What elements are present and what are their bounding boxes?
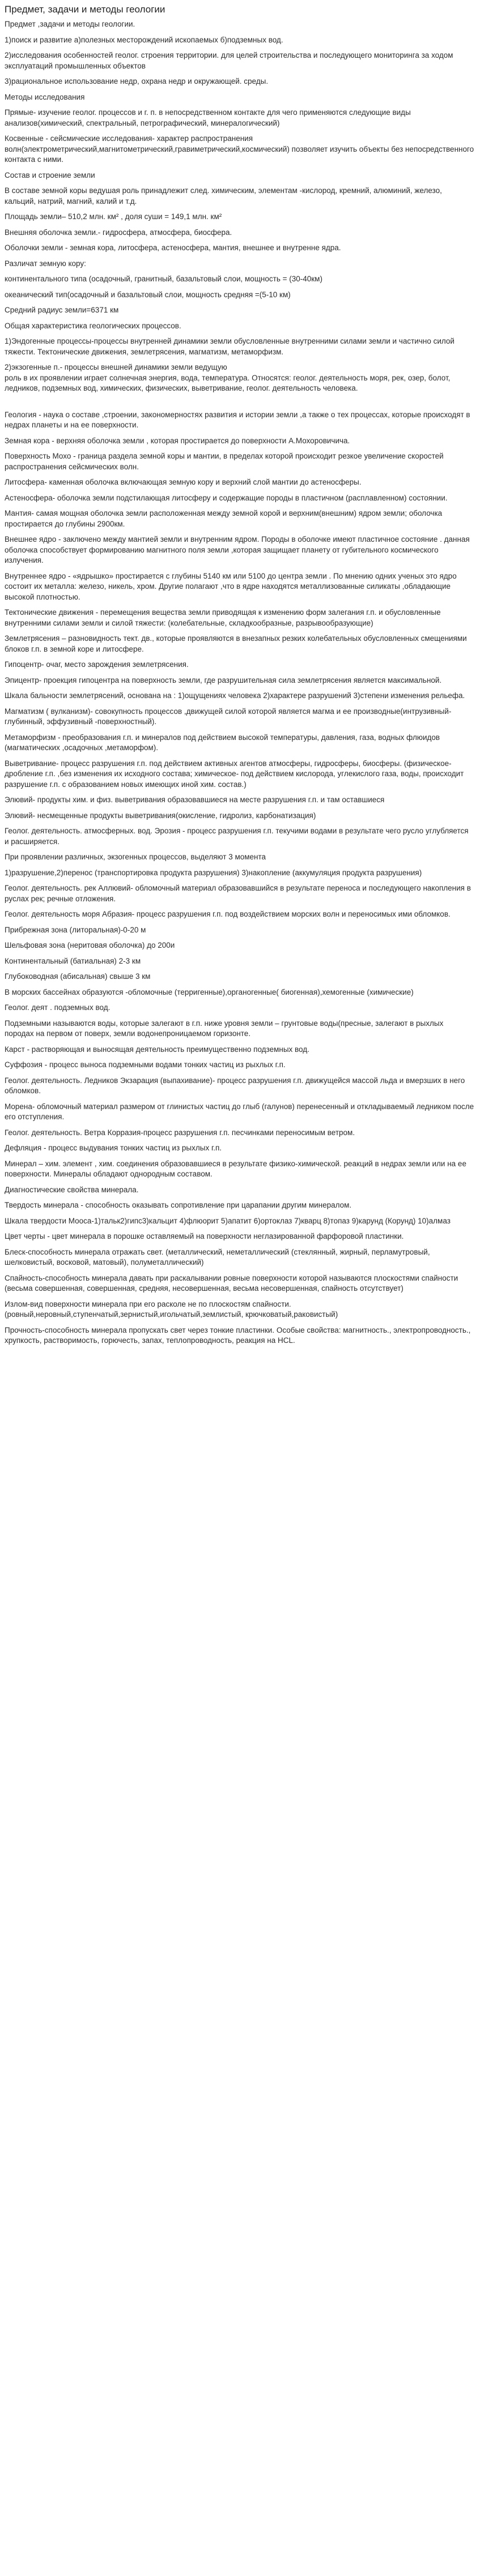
document-body <box>5 19 474 1346</box>
paragraph: При проявлении различных, экзогенных процессов, выделяют 3 момента <box>5 853 266 861</box>
paragraph: Минерал – хим. элемент , хим. соединения образовавшиеся в результате физико-химической. реакций в недрах земли или на ее поверхности. Минералы обладают однородным составом. <box>5 1159 466 1178</box>
paragraph: Эпицентр- проекция гипоцентра на поверхность земли, где разрушительная сила землетрясения является максимальной. <box>5 675 442 684</box>
paragraph: Предмет ,задачи и методы геологии. <box>5 20 135 28</box>
paragraph: Геолог. деятельность. атмосферных. вод. Эрозия - процесс разрушения г.п. текучими водами в результате чего русло углубляется и расширяется. <box>5 827 469 846</box>
paragraph: Подземными называются воды, которые залегают в г.п. ниже уровня земли – грунтовые воды(пресные, залегают в рыхлых породах на первом от поверх, земли водонепроницаемом горизонте. <box>5 1019 444 1038</box>
paragraph: Дефляция - процесс выдувания тонких частиц из рыхлых г.п. <box>5 1144 222 1152</box>
paragraph: Тектонические движения - перемещения вещества земли приводящая к изменению форм залегания г.п. и обусловленные внутренними силами земли и силой тяжести: (колебательные, складкообразные, разрывообразующие) <box>5 608 441 627</box>
paragraph: Твердость минерала - способность оказывать сопротивление при царапании другим минералом. <box>5 1201 352 1209</box>
paragraph: 1)разрушение,2)перенос (транспортировка продукта разрушения) 3)накопление (аккумуляция продукта разрушения) <box>5 868 422 877</box>
paragraph: Прочность-способность минерала пропускать свет через тонкие пластинки. Особые свойства: магнитность., электропроводность., хрупкость, растворимость, горючесть, запах, теплопроводность, реакция на HCL. <box>5 1325 471 1345</box>
paragraph: В морских бассейнах образуются -обломочные (терригенные),органогенные( биогенная),хемогенные (химические) <box>5 987 414 996</box>
paragraph: 1)поиск и развитие а)полезных месторождений ископаемых б)подземных вод. <box>5 35 283 44</box>
paragraph: Общая характеристика геологических процессов. <box>5 321 181 330</box>
paragraph: Внешнее ядро - заключено между мантией земли и внутренним ядром. Породы в оболочке имеют пластичное состояние . данная оболочка способствует формированию магнитного поля земли ,которая защищает планету от губительного космического излучения. <box>5 535 470 564</box>
paragraph: В составе земной коры ведушая роль принадлежит след. химическим, элементам -кислород, кремний, алюминий, железо, кальций, натрий, магний, калий и т.д. <box>5 186 442 206</box>
paragraph: океанический тип(осадочный и базальтовый слои, мощность средняя =(5-10 км) <box>5 290 291 299</box>
paragraph: Методы исследования <box>5 92 85 101</box>
paragraph: Геолог. деят . подземных вод. <box>5 1003 111 1012</box>
paragraph: Средний радиус земли=6371 км <box>5 306 119 314</box>
paragraph: Оболочки земли - земная кора, литосфера, астеносфера, мантия, внешнее и внутренне ядра. <box>5 243 341 252</box>
paragraph: 3)рациональное использование недр, охрана недр и окружающей. среды. <box>5 77 269 85</box>
paragraph: Геолог. деятельность. Ветра Корразия-процесс разрушения г.п. песчинками переносимым ветром. <box>5 1128 355 1137</box>
paragraph: Геолог. деятельность моря Абразия- процесс разрушения г.п. под воздействием морских волн и переносимых ими обломков. <box>5 910 451 918</box>
paragraph: Магматизм ( вулканизм)- совокупность процессов ,движущей силой которой является магма и ее производные(интрузивный- глубинный, эффузивный -поверхностный). <box>5 707 452 726</box>
paragraph: Глубоководная (абисальная) свыше 3 км <box>5 972 151 981</box>
paragraph: Блеск-способность минерала отражать свет. (металлический, неметаллический (стеклянный, жирный, перламутровый, шелковистый, восковой, матовый), полуметаллический) <box>5 1247 430 1266</box>
paragraph: Литосфера- каменная оболочка включающая земную кору и верхний слой мантии до астеносферы. <box>5 478 362 486</box>
paragraph: Внешняя оболочка земли.- гидросфера, атмосфера, биосфера. <box>5 228 232 237</box>
paragraph: Морена- обломочный материал размером от глинистых частиц до глыб (галунов) перенесенный и откладываемый ледником после его отступления. <box>5 1102 474 1121</box>
paragraph: Внутреннее ядро - «ядрышко» простирается с глубины 5140 км или 5100 до центра земли . По мнению одних ученых это ядро состоит их металла: железо, никель, хром. Другие полагают ,что в ядре находятся металлизованные силикаты ,обладающие высокой плотностью. <box>5 571 457 601</box>
paragraph: Геолог. деятельность. Ледников Экзарация (выпахивание)- процесс разрушения г.п. движущейся массой льда и вмерзших в него обломков. <box>5 1076 465 1095</box>
paragraph: Поверхность Мохо - граница раздела земной коры и мантии, в пределах которой происходит резкое увеличение скоростей распространения сейсмических волн. <box>5 452 444 471</box>
paragraph: Выветривание- процесс разрушения г.п. под действием активных агентов атмосферы, гидросферы, биосферы. (физическое- дробление г.п. ,без изменения их исходного состава; химическое- под действием кислорода, углекислого газа, воды, происходит разрушение г.п. с образованием новых имеющих иной хим. состав.) <box>5 759 464 789</box>
paragraph: Площадь земли– 510,2 млн. км² , доля суши = 149,1 млн. км² <box>5 212 222 221</box>
paragraph: Элювий- продукты хим. и физ. выветривания образовавшиеся на месте разрушения г.п. и там оставшиеся <box>5 795 385 804</box>
paragraph: Континентальный (батиальная) 2-3 км <box>5 956 141 965</box>
paragraph: Прибрежная зона (литоральная)-0-20 м <box>5 925 146 934</box>
paragraph: 1)Эндогенные процессы-процессы внутренней динамики земли обусловленные внутренними силами земли и частично силой тяжести. Тектонические движения, землетрясения, магматизм, метаморфизм. <box>5 337 454 356</box>
paragraph: Диагностические свойства минерала. <box>5 1185 139 1194</box>
paragraph: Элювий- несмещенные продукты выветривания(окисление, гидролиз, карбонатизация) <box>5 811 316 820</box>
paragraph: Землетрясения – разновидность тект. дв., которые проявляются в внезапных резких колебательных обусловленных смещениями блоков г.п. в земной коре и литосфере. <box>5 634 467 653</box>
paragraph: 2)исследования особенностей геолог. строения территории. для целей строительства и последующего мониторинга за ходом эксплуатаций промышленных объектов <box>5 51 453 70</box>
paragraph: Косвенные - сейсмические исследования- характер распространения волн(электрометрический,магнитометрический,гравиметрический,космический) позволяет изучить объекты без непосредственного контакта с ними. <box>5 134 474 164</box>
page-title: Предмет, задачи и методы геологии <box>5 4 165 15</box>
paragraph: Прямые- изучение геолог. процессов и г. п. в непосредственном контакте для чего применяются следующие виды анализов(химический, спектральный, петрографический, минералогический) <box>5 108 411 127</box>
paragraph: Шкала бальности землетрясений, основана на : 1)ощущениях человека 2)характере разрушений 3)степени изменения рельефа. <box>5 691 465 700</box>
paragraph: Цвет черты - цвет минерала в порошке оставляемый на поверхности неглазированной фарфоровой пластинки. <box>5 1232 404 1240</box>
paragraph: Астеносфера- оболочка земли подстилающая литосферу и содержащие породы в пластичном (расплавленном) состоянии. <box>5 493 448 502</box>
paragraph: Мантия- самая мощная оболочка земли расположенная между земной корой и верхним(внешним) ядром земли; оболочка простирается до глубины 2900км. <box>5 509 443 528</box>
paragraph: Состав и строение земли <box>5 170 95 179</box>
paragraph: 2)экзогенные п.- процессы внешней динамики земли ведущую роль в их проявлении играет солнечная энергия, вода, температура. Относятся: геолог. деятельность моря, рек, озер, болот, ледников, подземных вод, химических, физических, выветривание, геолог. деятельность человека. <box>5 363 451 392</box>
paragraph: Спайность-способность минерала давать при раскалывании ровные поверхности которой называются плоскостями спайности (весьма совершенная, совершенная, средняя, несовершенная, весьма несовершенная, спайность отсутствует) <box>5 1273 458 1293</box>
paragraph: Гипоцентр- очаг, место зарождения землетрясения. <box>5 660 189 669</box>
paragraph: Карст - растворяющая и выносящая деятельность преимущественно подземных вод. <box>5 1045 309 1054</box>
paragraph: Геология - наука о составе ,строении, закономерностях развития и истории земли ,а также о тех процессах, которые происходят в недрах планеты и на ее поверхности. <box>5 410 470 429</box>
paragraph: континентального типа (осадочный, гранитный, базальтовый слои, мощность = (30-40км) <box>5 275 322 283</box>
paragraph: Шкала твердости Мооса-1)тальк2)гипс3)кальцит 4)флюорит 5)апатит 6)ортоклаз 7)кварц 8)топаз 9)карунд (Корунд) 10)алмаз <box>5 1216 451 1225</box>
paragraph: Излом-вид поверхности минерала при его расколе не по плоскостям спайности. (ровный,неровный,ступенчатый,зернистый,игольчатый,землистый, крючковатый,раковистый) <box>5 1299 338 1319</box>
paragraph: Земная кора - верхняя оболочка земли , которая простирается до поверхности А.Мохоровичича. <box>5 436 350 445</box>
paragraph: Суффозия - процесс выноса подземными водами тонких частиц из рыхлых г.п. <box>5 1060 286 1069</box>
paragraph: Геолог. деятельность. рек Аллювий- обломочный материал образовавшийся в результате переноса и последующего накопления в руслах рек; речные отложения. <box>5 884 471 903</box>
paragraph: Шельфовая зона (неритовая оболочка) до 200и <box>5 941 175 949</box>
paragraph: Метаморфизм - преобразования г.п. и минералов под действием высокой температуры, давления, газа, водных флюидов (магматических ,осадочных ,метаморфом). <box>5 733 440 752</box>
paragraph: Различат земную кору: <box>5 259 86 268</box>
